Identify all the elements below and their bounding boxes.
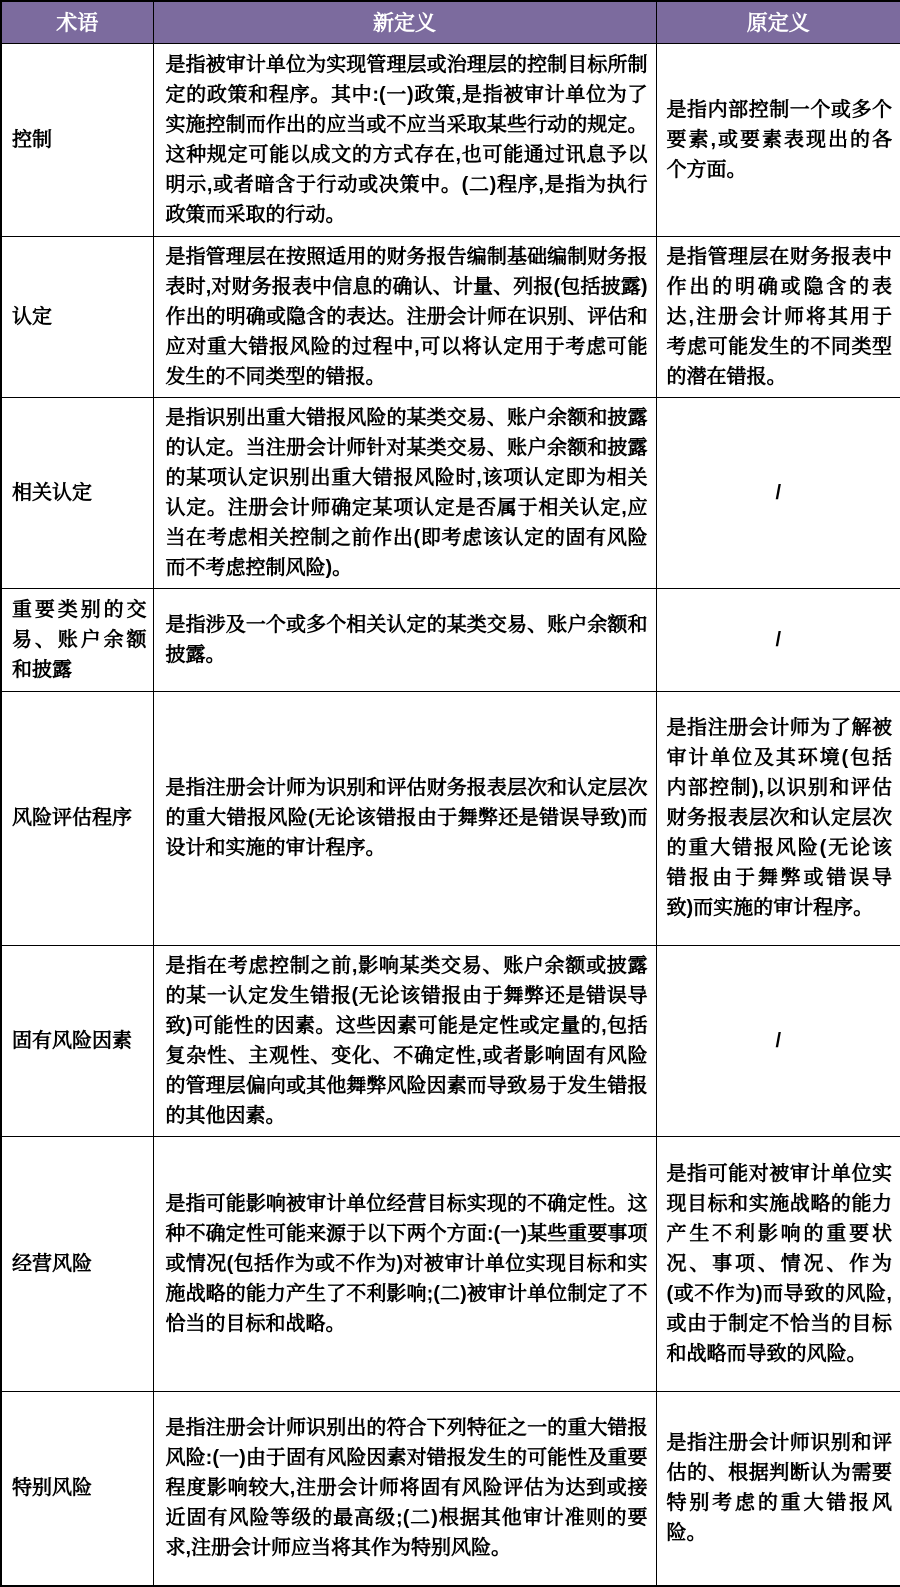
original-definition-cell: 是指注册会计师识别和评估的、根据判断认为需要特别考虑的重大错报风险。 [656, 1391, 900, 1586]
new-definition-cell: 是指被审计单位为实现管理层或治理层的控制目标所制定的政策和程序。其中:(一)政策,是指被审计单位为了实施控制而作出的应当或不应当采取某些行动的规定。这种规定可能以成文的方式存在,也可能通过讯息予以明示,或者暗含于行动或决策中。(二)程序,是指为执行政策而采取的行动。 [153, 43, 656, 236]
term-cell: 特别风险 [1, 1391, 153, 1586]
new-definition-cell: 是指注册会计师识别出的符合下列特征之一的重大错报风险:(一)由于固有风险因素对错报发生的可能性及重要程度影响较大,注册会计师将固有风险评估为达到或接近固有风险等级的最高级;(二)根据其他审计准则的要求,注册会计师应当将其作为特别风险。 [153, 1391, 656, 1586]
term-cell: 风险评估程序 [1, 691, 153, 945]
term-cell: 经营风险 [1, 1136, 153, 1391]
table-row [1, 588, 900, 691]
table-row [1, 236, 900, 397]
new-definition-cell: 是指注册会计师为识别和评估财务报表层次和认定层次的重大错报风险(无论该错报由于舞弊还是错误导致)而设计和实施的审计程序。 [153, 691, 656, 945]
table-body [1, 43, 900, 1586]
new-definition-cell: 是指涉及一个或多个相关认定的某类交易、账户余额和披露。 [153, 588, 656, 691]
column-header-new-definition: 新定义 [153, 1, 656, 43]
new-definition-cell: 是指在考虑控制之前,影响某类交易、账户余额或披露的某一认定发生错报(无论该错报由于舞弊还是错误导致)可能性的因素。这些因素可能是定性或定量的,包括复杂性、主观性、变化、不确定性,或者影响固有风险的管理层偏向或其他舞弊风险因素而导致易于发生错报的其他因素。 [153, 945, 656, 1136]
table-row [1, 691, 900, 945]
column-header-term: 术语 [1, 1, 153, 43]
table-row [1, 1136, 900, 1391]
original-definition-cell: / [656, 588, 900, 691]
column-header-original-definition: 原定义 [656, 1, 900, 43]
term-cell: 控制 [1, 43, 153, 236]
original-definition-cell: 是指注册会计师为了解被审计单位及其环境(包括内部控制),以识别和评估财务报表层次和认定层次的重大错报风险(无论该错报由于舞弊或错误导致)而实施的审计程序。 [656, 691, 900, 945]
original-definition-cell: / [656, 397, 900, 588]
original-definition-cell: 是指内部控制一个或多个要素,或要素表现出的各个方面。 [656, 43, 900, 236]
original-definition-cell: / [656, 945, 900, 1136]
new-definition-cell: 是指可能影响被审计单位经营目标实现的不确定性。这种不确定性可能来源于以下两个方面:(一)某些重要事项或情况(包括作为或不作为)对被审计单位实现目标和实施战略的能力产生了不利影响;(二)被审计单位制定了不恰当的目标和战略。 [153, 1136, 656, 1391]
table-row [1, 397, 900, 588]
table-row [1, 1391, 900, 1586]
new-definition-cell: 是指识别出重大错报风险的某类交易、账户余额和披露的认定。当注册会计师针对某类交易、账户余额和披露的某项认定识别出重大错报风险时,该项认定即为相关认定。注册会计师确定某项认定是否属于相关认定,应当在考虑相关控制之前作出(即考虑该认定的固有风险而不考虑控制风险)。 [153, 397, 656, 588]
term-cell: 固有风险因素 [1, 945, 153, 1136]
header-row [1, 1, 900, 43]
table-row [1, 945, 900, 1136]
term-cell: 重要类别的交易、账户余额和披露 [1, 588, 153, 691]
term-cell: 相关认定 [1, 397, 153, 588]
original-definition-cell: 是指管理层在财务报表中作出的明确或隐含的表达,注册会计师将其用于考虑可能发生的不同类型的潜在错报。 [656, 236, 900, 397]
table-row [1, 43, 900, 236]
table-header [1, 1, 900, 43]
original-definition-cell: 是指可能对被审计单位实现目标和实施战略的能力产生不利影响的重要状况、事项、情况、作为(或不作为)而导致的风险,或由于制定不恰当的目标和战略而导致的风险。 [656, 1136, 900, 1391]
new-definition-cell: 是指管理层在按照适用的财务报告编制基础编制财务报表时,对财务报表中信息的确认、计量、列报(包括披露) 作出的明确或隐含的表达。注册会计师在识别、评估和应对重大错报风险的过程中,可以将认定用于考虑可能发生的不同类型的错报。 [153, 236, 656, 397]
term-cell: 认定 [1, 236, 153, 397]
